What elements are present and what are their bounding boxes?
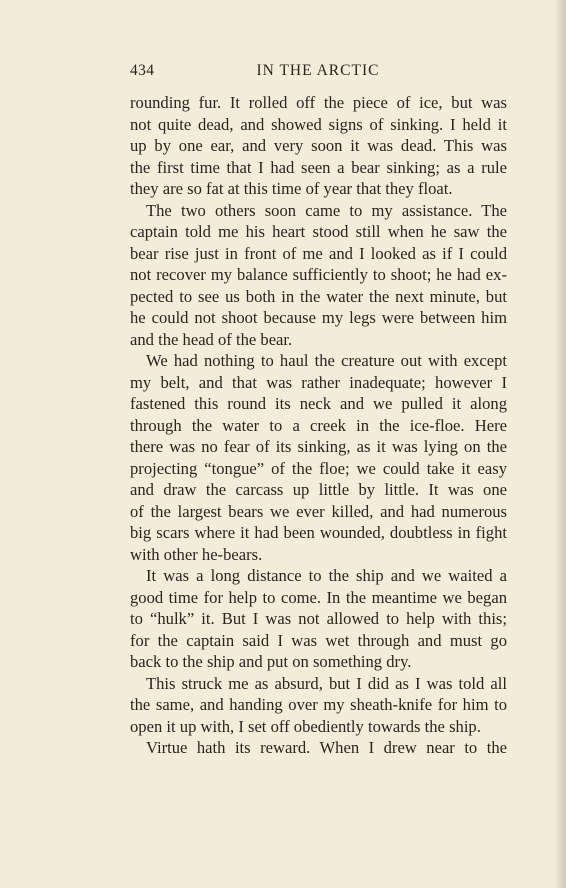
page-edge-shadow [554, 0, 566, 888]
text-line: with other he-bears. [130, 544, 263, 564]
body-text [130, 92, 507, 759]
text-line: It was a long distance to the ship and we waited a [146, 566, 507, 585]
text-line: pected to see us both in the water the next minute, but [130, 286, 507, 306]
text-line: projecting “tongue” of the floe; we could take it easy [130, 458, 507, 478]
page-number: 434 [130, 62, 155, 79]
text-line: for the captain said I was wet through and must go [130, 630, 507, 650]
text-line: Virtue hath its reward. When I drew near to the [146, 738, 507, 757]
text-line: and the head of the bear. [130, 329, 293, 349]
text-line: he could not shoot because my legs were between him [130, 308, 507, 327]
text-line: the first time that I had seen a bear sinking; as a rule [130, 157, 507, 177]
text-line: they are so fat at this time of year that they float. [130, 179, 453, 198]
text-line: good time for help to come. In the meantime we began [130, 587, 507, 607]
text-line: big scars where it had been wounded, doubtless in fight [130, 523, 507, 542]
paragraph [130, 673, 507, 738]
running-head [130, 62, 506, 84]
text-line: The two others soon came to my assistance. The [146, 200, 507, 220]
text-line: up by one ear, and very soon it was dead. This was [130, 136, 507, 155]
text-line: the same, and handing over my sheath-knife for him to [130, 695, 507, 714]
text-line: back to the ship and put on something dry. [130, 652, 412, 671]
text-line: fastened this round its neck and we pulled it along [130, 394, 507, 413]
paragraph [130, 350, 507, 565]
text-line: through the water to a creek in the ice-floe. Here [130, 415, 507, 435]
paragraph [130, 737, 507, 759]
text-line: my belt, and that was rather inadequate; however I [130, 372, 507, 392]
text-line: captain told me his heart stood still when he saw the [130, 222, 507, 241]
text-line: and draw the carcass up little by little. It was one [130, 480, 507, 499]
text-line: We had nothing to haul the creature out with except [146, 351, 507, 370]
text-line: there was no fear of its sinking, as it was lying on the [130, 437, 507, 456]
running-title: IN THE ARCTIC [256, 62, 380, 79]
text-line: bear rise just in front of me and I looked as if I could [130, 243, 507, 263]
text-line: open it up with, I set off obediently towards the ship. [130, 716, 481, 736]
text-line: to “hulk” it. But I was not allowed to help with this; [130, 609, 507, 628]
text-line: of the largest bears we ever killed, and had numerous [130, 501, 507, 521]
text-line: not quite dead, and showed signs of sinking. I held it [130, 114, 507, 134]
paragraph [130, 565, 507, 673]
text-line: not recover my balance sufficiently to shoot; he had ex- [130, 265, 507, 284]
paragraph [130, 200, 507, 351]
text-line: This struck me as absurd, but I did as I was told all [146, 673, 507, 693]
text-line: rounding fur. It rolled off the piece of ice, but was [130, 93, 507, 112]
paragraph [130, 92, 507, 200]
